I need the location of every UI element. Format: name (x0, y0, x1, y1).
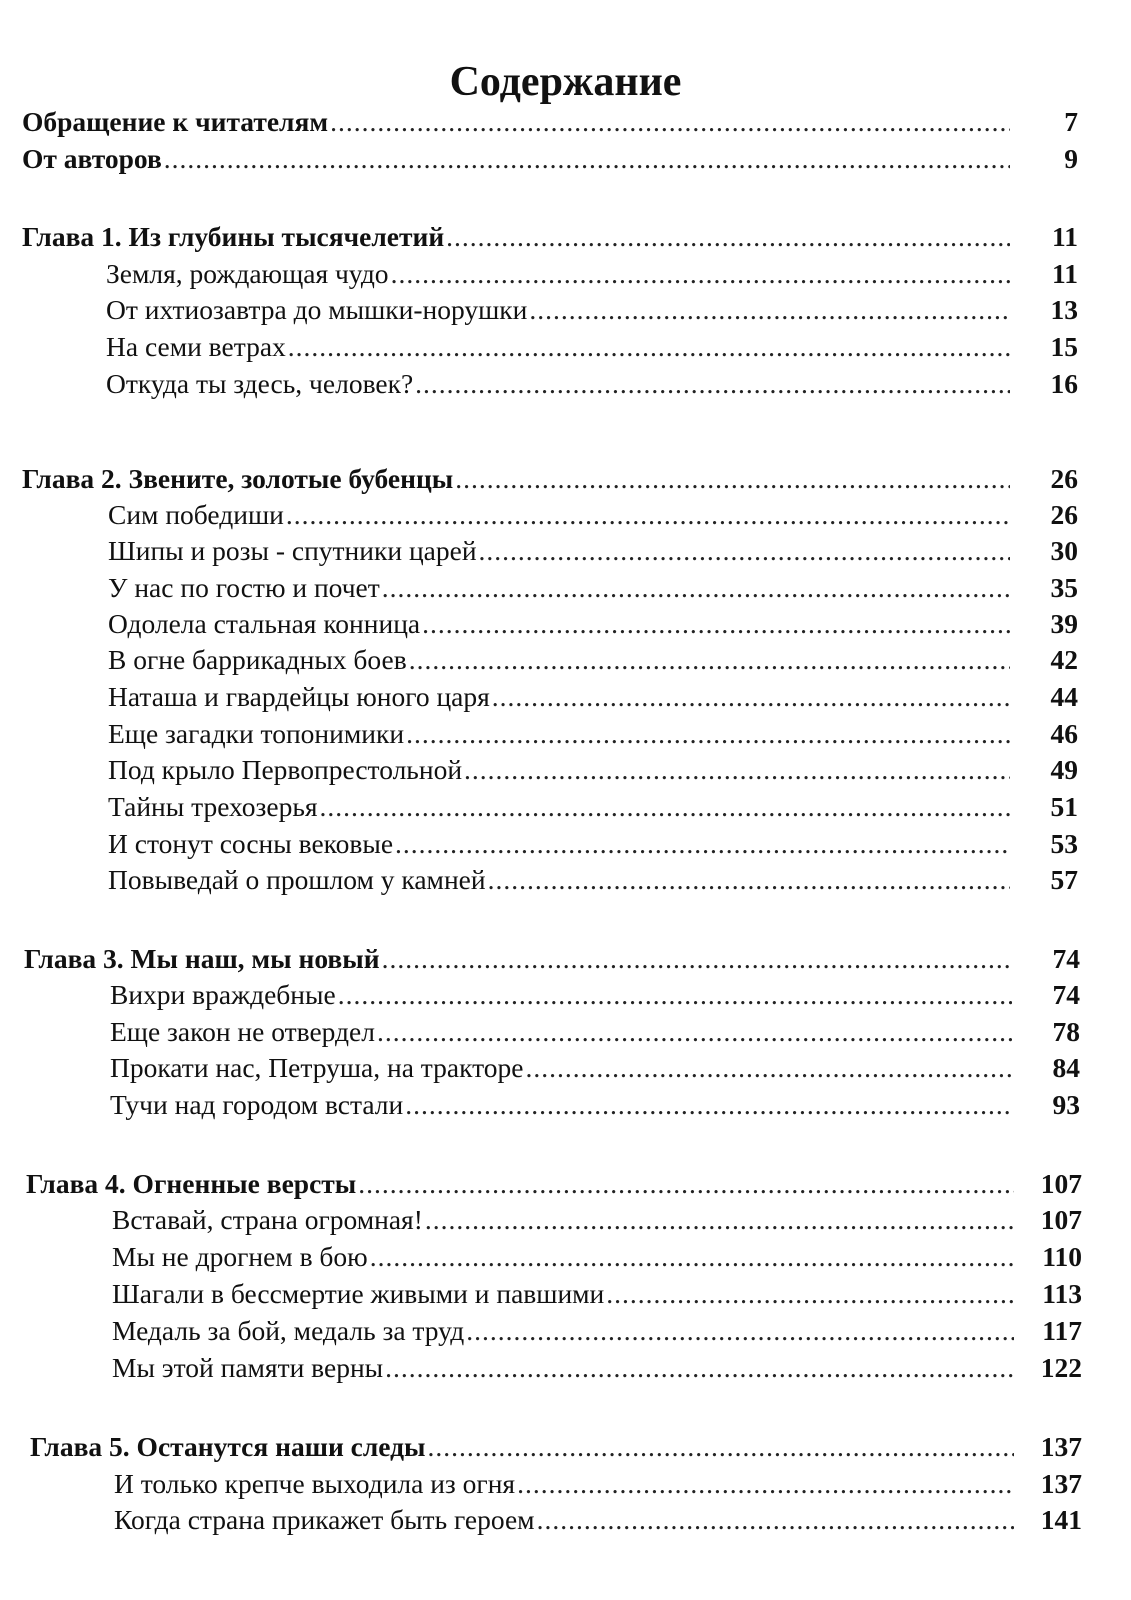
toc-page-number: 51 (1050, 791, 1078, 822)
toc-page-number: 11 (1052, 221, 1078, 252)
dot-leader (466, 1313, 1014, 1349)
toc-section-entry (106, 292, 1078, 328)
dot-leader (330, 104, 1010, 140)
toc-section-entry (112, 1276, 1082, 1312)
toc-entry-label: Когда страна прикажет быть героем (114, 1504, 535, 1535)
dot-leader (464, 752, 1010, 788)
toc-section-entry (108, 570, 1078, 606)
dot-leader (479, 533, 1010, 569)
dot-leader (338, 977, 1012, 1013)
toc-chapter-entry (22, 104, 1078, 140)
toc-entry-label: На семи ветрах (106, 331, 286, 362)
toc-entry-label: Медаль за бой, медаль за труд (112, 1315, 465, 1346)
page-title: Содержание (449, 59, 682, 106)
toc-chapter-entry (22, 219, 1078, 255)
toc-entry-label: Вихри враждебные (110, 979, 336, 1010)
toc-entry-label: Откуда ты здесь, человек? (106, 368, 414, 399)
dot-leader (428, 1429, 1014, 1465)
dot-leader (320, 789, 1010, 825)
toc-entry-label: Глава 3. Мы наш, мы новый (24, 943, 380, 974)
toc-page-number: 13 (1050, 294, 1078, 325)
toc-section-entry (108, 789, 1078, 825)
dot-leader (377, 1014, 1012, 1050)
toc-section-entry (108, 533, 1078, 569)
dot-leader (409, 642, 1010, 678)
toc-section-entry (108, 679, 1078, 715)
toc-page-number: 57 (1050, 864, 1078, 895)
toc-entry-label: Глава 1. Из глубины тысячелетий (22, 221, 445, 252)
toc-entry-label: У нас по гостю и почет (108, 572, 380, 603)
toc-page-number: 74 (1052, 943, 1080, 974)
toc-entry-label: Шагали в бессмертие живыми и павшими (112, 1278, 605, 1309)
toc-page-number: 113 (1042, 1278, 1082, 1309)
toc-section-entry (108, 716, 1078, 752)
toc-page-number: 11 (1052, 258, 1078, 289)
toc-page-number: 16 (1050, 368, 1078, 399)
toc-page-number: 30 (1050, 535, 1078, 566)
toc-section-entry (106, 256, 1078, 292)
toc-section-entry (108, 606, 1078, 642)
toc-entry-label: Тучи над городом встали (110, 1089, 404, 1120)
dot-leader (422, 606, 1010, 642)
toc-chapter-entry (22, 461, 1078, 497)
toc-page-number: 46 (1050, 718, 1078, 749)
toc-page-number: 117 (1042, 1315, 1082, 1346)
toc-entry-label: Еще загадки топонимики (108, 718, 405, 749)
dot-leader (525, 1050, 1012, 1086)
toc-entry-label: От авторов (22, 143, 162, 174)
toc-page-number: 110 (1042, 1241, 1082, 1272)
toc-page-number: 53 (1050, 828, 1078, 859)
dot-leader (517, 1466, 1014, 1502)
toc-chapter-entry (22, 141, 1078, 177)
toc-entry-label: В огне баррикадных боев (108, 644, 407, 675)
toc-section-entry (112, 1202, 1082, 1238)
toc-page-number: 26 (1050, 499, 1078, 530)
toc-page-number: 9 (1064, 143, 1078, 174)
dot-leader (164, 141, 1010, 177)
toc-page-number: 141 (1040, 1504, 1082, 1535)
dot-leader (382, 941, 1012, 977)
dot-leader (288, 329, 1010, 365)
toc-page-number: 15 (1050, 331, 1078, 362)
toc-entry-label: Прокати нас, Петруша, на тракторе (110, 1052, 524, 1083)
toc-entry-label: Земля, рождающая чудо (106, 258, 389, 289)
dot-leader (425, 1202, 1014, 1238)
toc-page-number: 122 (1040, 1352, 1082, 1383)
dot-leader (455, 461, 1010, 497)
dot-leader (406, 716, 1010, 752)
dot-leader (488, 862, 1010, 898)
toc-entry-label: Под крыло Первопрестольной (108, 754, 463, 785)
toc-section-entry (108, 497, 1078, 533)
toc-page-number: 7 (1064, 106, 1078, 137)
toc-entry-label: От ихтиозавтра до мышки-норушки (106, 294, 528, 325)
dot-leader (446, 219, 1010, 255)
dot-leader (385, 1350, 1014, 1386)
dot-leader (492, 679, 1010, 715)
toc-section-entry (106, 329, 1078, 365)
dot-leader (391, 256, 1010, 292)
toc-section-entry (108, 642, 1078, 678)
toc-entry-label: Обращение к читателям (22, 106, 329, 137)
toc-entry-label: Сим победиши (108, 499, 284, 530)
toc-chapter-entry (24, 941, 1080, 977)
toc-section-entry (114, 1466, 1082, 1502)
dot-leader (370, 1239, 1014, 1275)
dot-leader (286, 497, 1010, 533)
toc-section-entry (112, 1239, 1082, 1275)
toc-entry-label: Еще закон не отвердел (110, 1016, 375, 1047)
toc-page-number: 49 (1050, 754, 1078, 785)
toc-entry-label: Глава 2. Звените, золотые бубенцы (22, 463, 454, 494)
toc-page-number: 35 (1050, 572, 1078, 603)
toc-section-entry (106, 366, 1078, 402)
toc-entry-label: Наташа и гвардейцы юного царя (108, 681, 490, 712)
toc-page-number: 42 (1050, 644, 1078, 675)
toc-section-entry (108, 752, 1078, 788)
toc-page-number: 26 (1050, 463, 1078, 494)
toc-chapter-entry (26, 1166, 1082, 1202)
toc-entry-label: И только крепче выходила из огня (114, 1468, 516, 1499)
toc-entry-label: Повыведай о прошлом у камней (108, 864, 486, 895)
dot-leader (382, 570, 1010, 606)
toc-entry-label: Вставай, страна огромная! (112, 1204, 423, 1235)
toc-entry-label: Одолела стальная конница (108, 608, 421, 639)
dot-leader (405, 1087, 1012, 1123)
dot-leader (537, 1502, 1014, 1538)
dot-leader (529, 292, 1010, 328)
toc-entry-label: Мы этой памяти верны (112, 1352, 384, 1383)
toc-section-entry (112, 1313, 1082, 1349)
toc-chapter-entry (30, 1429, 1082, 1465)
toc-entry-label: Глава 4. Огненные версты (26, 1168, 357, 1199)
toc-section-entry (108, 826, 1078, 862)
toc-section-entry (110, 1087, 1080, 1123)
toc-page-number: 44 (1050, 681, 1078, 712)
toc-section-entry (108, 862, 1078, 898)
toc-page-number: 107 (1040, 1204, 1082, 1235)
toc-entry-label: Глава 5. Останутся наши следы (30, 1431, 426, 1462)
toc-page-number: 137 (1040, 1468, 1082, 1499)
toc-page-number: 74 (1052, 979, 1080, 1010)
toc-entry-label: Мы не дрогнем в бою (112, 1241, 368, 1272)
dot-leader (415, 366, 1010, 402)
dot-leader (395, 826, 1010, 862)
toc-section-entry (112, 1350, 1082, 1386)
dot-leader (606, 1276, 1014, 1312)
toc-section-entry (110, 1050, 1080, 1086)
toc-entry-label: Шипы и розы - спутники царей (108, 535, 477, 566)
toc-entry-label: И стонут сосны вековые (108, 828, 394, 859)
toc-page-number: 39 (1050, 608, 1078, 639)
toc-entry-label: Тайны трехозерья (108, 791, 318, 822)
toc-page-number: 84 (1052, 1052, 1080, 1083)
toc-section-entry (114, 1502, 1082, 1538)
dot-leader (358, 1166, 1014, 1202)
toc-section-entry (110, 977, 1080, 1013)
toc-page-number: 93 (1052, 1089, 1080, 1120)
toc-section-entry (110, 1014, 1080, 1050)
toc-page-number: 137 (1040, 1431, 1082, 1462)
toc-page-number: 107 (1040, 1168, 1082, 1199)
toc-page-number: 78 (1052, 1016, 1080, 1047)
